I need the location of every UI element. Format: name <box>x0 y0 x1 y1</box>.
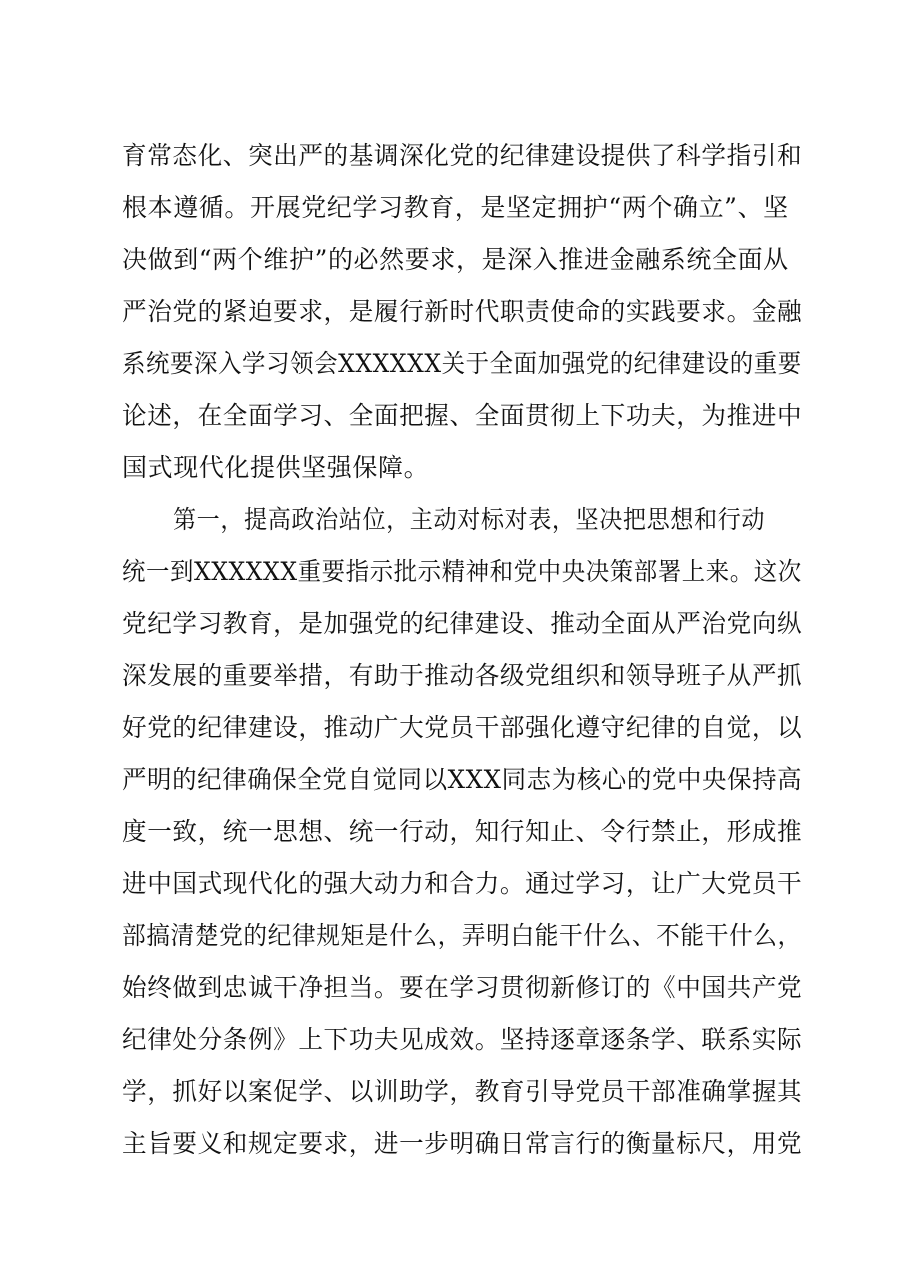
text-line: 进中国式现代化的强大动力和合力。通过学习，让广大党员干 <box>122 869 803 898</box>
text-line: 决做到“两个维护”的必然要求，是深入推进金融系统全面从 <box>122 245 789 274</box>
text-line: 始终做到忠诚干净担当。要在学习贯彻新修订的《中国共产党 <box>122 973 803 1002</box>
text-line: 育常态化、突出严的基调深化党的纪律建设提供了科学指引和 <box>122 141 803 170</box>
text-line: 党纪学习教育，是加强党的纪律建设、推动全面从严治党向纵 <box>122 609 803 638</box>
text-line: 严治党的紧迫要求，是履行新时代职责使命的实践要求。金融 <box>122 297 803 326</box>
text-line: 学，抓好以案促学、以训助学，教育引导党员干部准确掌握其 <box>122 1077 803 1106</box>
text-line: 根本遵循。开展党纪学习教育，是坚定拥护“两个确立”、坚 <box>122 193 789 222</box>
text-line: 国式现代化提供坚强保障。 <box>122 453 430 482</box>
text-line: 系统要深入学习领会XXXXXX关于全面加强党的纪律建设的重要 <box>122 349 802 378</box>
text-line: 深发展的重要举措，有助于推动各级党组织和领导班子从严抓 <box>122 661 803 690</box>
text-line: 主旨要义和规定要求，进一步明确日常言行的衡量标尺，用党 <box>122 1129 803 1158</box>
text-line: 统一到XXXXXX重要指示批示精神和党中央决策部署上来。这次 <box>122 557 802 586</box>
text-line: 部搞清楚党的纪律规矩是什么，弄明白能干什么、不能干什么， <box>122 921 802 950</box>
text-line: 论述，在全面学习、全面把握、全面贯彻上下功夫，为推进中 <box>122 401 803 430</box>
text-line: 纪律处分条例》上下功夫见成效。坚持逐章逐条学、联系实际 <box>122 1025 803 1054</box>
text-line: 严明的纪律确保全党自觉同以XXX同志为核心的党中央保持高 <box>122 765 803 794</box>
text-line: 度一致，统一思想、统一行动，知行知止、令行禁止，形成推 <box>122 817 803 846</box>
text-line: 第一，提高政治站位，主动对标对表，坚决把思想和行动 <box>173 505 766 534</box>
text-line: 好党的纪律建设，推动广大党员干部强化遵守纪律的自觉，以 <box>122 713 803 742</box>
